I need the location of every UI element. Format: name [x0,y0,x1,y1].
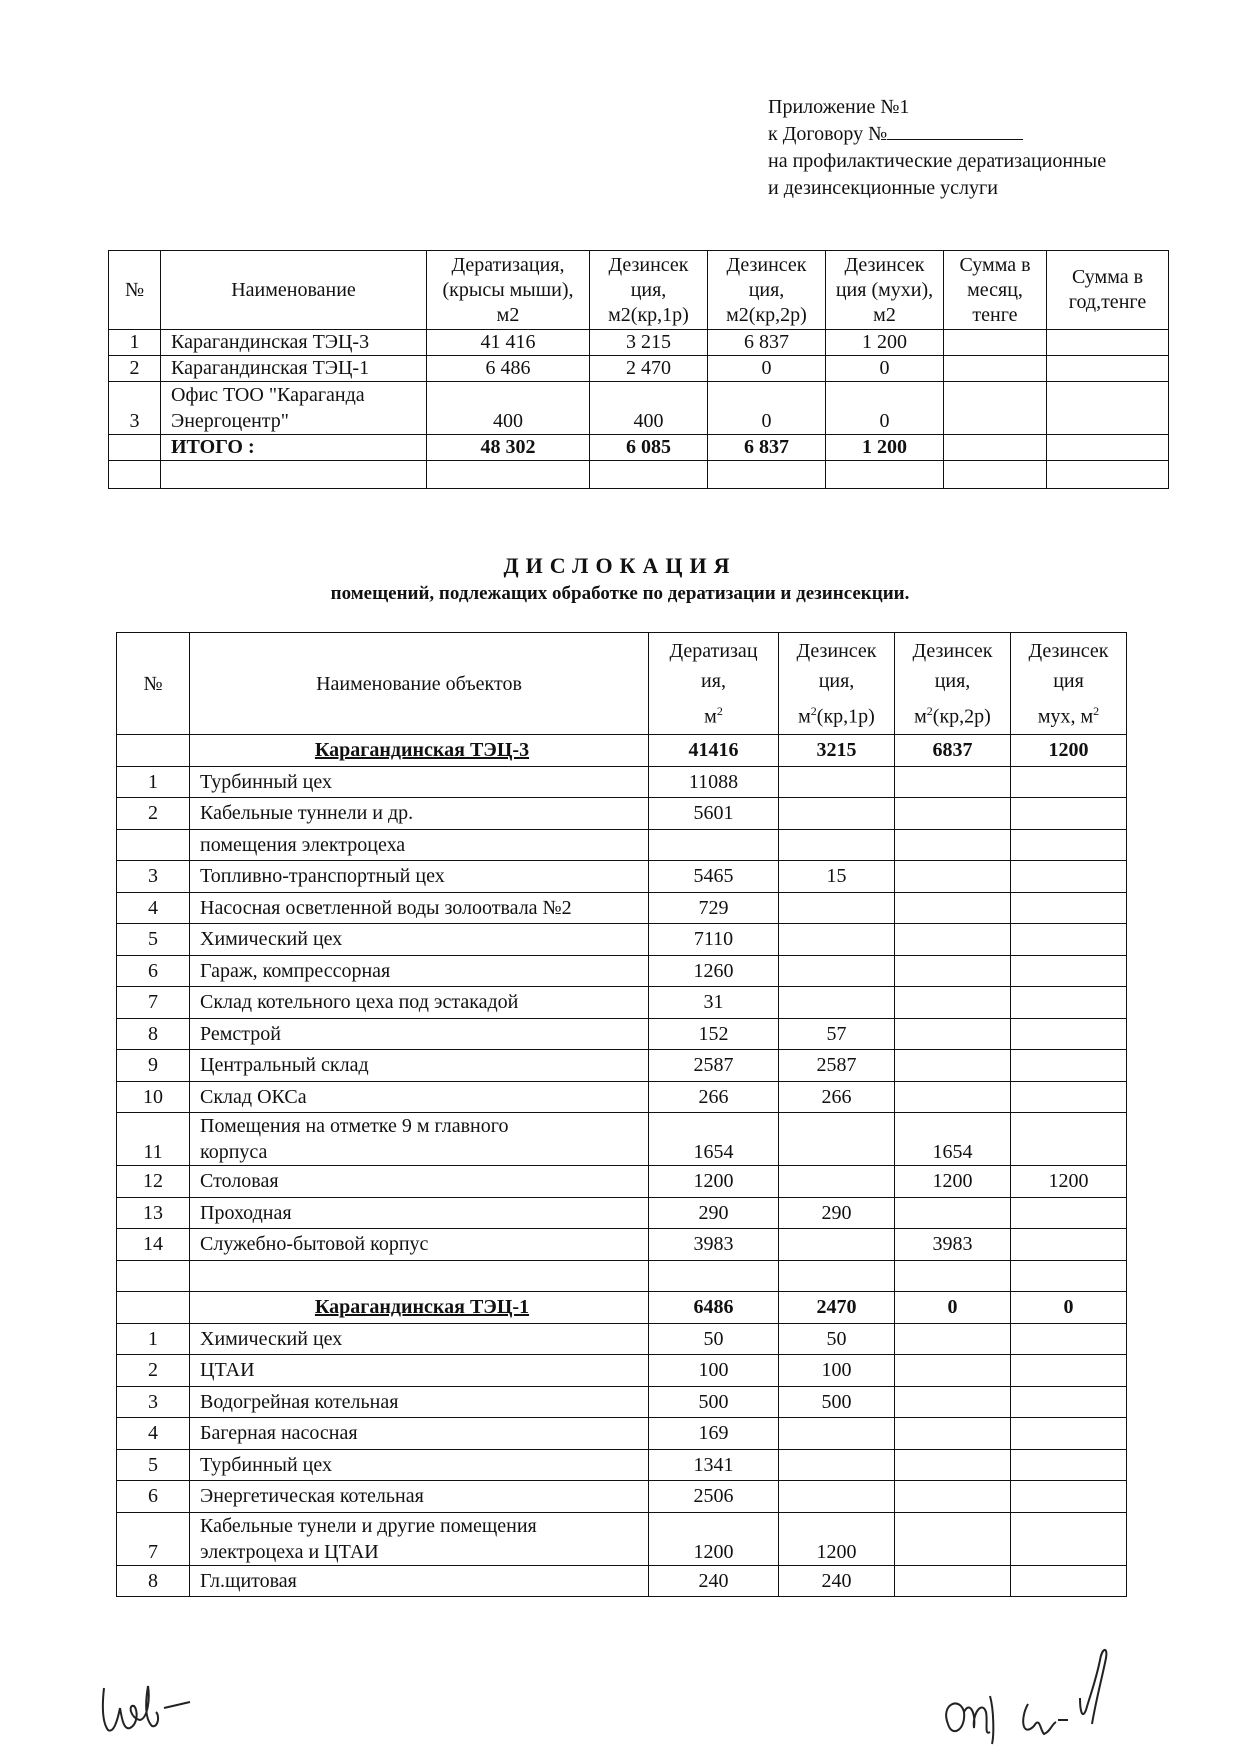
header-line: ия, [701,669,726,692]
cell: 1200 [649,1166,779,1198]
cell: Гараж, компрессорная [190,955,649,987]
cell: 1 [117,1323,190,1355]
cell [1011,1081,1127,1113]
cell: 729 [649,892,779,924]
table-row [117,1565,1127,1597]
cell: 1654 [895,1113,1011,1166]
cell [1011,1512,1127,1565]
cell [1011,1355,1127,1387]
cell: Карагандинская ТЭЦ-1 [161,356,427,382]
cell [895,766,1011,798]
cell [895,1449,1011,1481]
cell [895,1512,1011,1565]
cell: 13 [117,1197,190,1229]
col-header: Сумма в месяц, тенге [944,251,1047,330]
cell: Турбинный цех [190,766,649,798]
cell-line: Офис ТОО "Караганда [171,384,365,406]
cell [1011,1449,1127,1481]
table-row [117,1050,1127,1082]
cell: 1341 [649,1449,779,1481]
cell [895,1018,1011,1050]
table-row [117,1166,1127,1198]
cell [779,766,895,798]
cell: Багерная насосная [190,1418,649,1450]
table-row [117,955,1127,987]
cell [117,829,190,861]
summary-table [108,250,1169,489]
table-row [117,766,1127,798]
group-name: Карагандинская ТЭЦ-1 [190,1292,649,1324]
cell [895,798,1011,830]
cell [944,356,1047,382]
table-row [117,1481,1127,1513]
cell: Проходная [190,1197,649,1229]
cell: 266 [779,1081,895,1113]
cell: 57 [779,1018,895,1050]
cell [1011,798,1127,830]
cell [779,892,895,924]
unit: мух, м [1037,705,1094,728]
unit: м [914,705,927,728]
cell [895,1081,1011,1113]
col-header [649,633,779,735]
cell: 3215 [779,735,895,767]
cell: 2 [109,356,161,382]
cell [895,1565,1011,1597]
cell [190,1260,649,1292]
cell: 1 [117,766,190,798]
cell: Насосная осветленной воды золоотвала №2 [190,892,649,924]
cell: 266 [649,1081,779,1113]
table-row [117,798,1127,830]
cell [779,829,895,861]
cell: 400 [590,382,708,435]
cell: 7110 [649,924,779,956]
cell: Гл.щитовая [190,1565,649,1597]
cell: 3 [117,861,190,893]
cell: 11 [117,1113,190,1166]
col-header: № [117,633,190,735]
unit-tail: (кр,1р) [816,705,875,728]
table-row [117,861,1127,893]
cell: 7 [117,1512,190,1565]
cell [779,1166,895,1198]
header-line [783,696,890,732]
cell [1011,987,1127,1019]
cell [1011,1229,1127,1261]
table-row [117,924,1127,956]
cell [1047,435,1169,461]
cell [895,892,1011,924]
cell: Склад ОКСа [190,1081,649,1113]
cell: ЦТАИ [190,1355,649,1387]
empty-row [117,1260,1127,1292]
dislocation-header-row [117,633,1127,735]
signature-left [98,1678,208,1740]
cell: 4 [117,1418,190,1450]
cell [779,1418,895,1450]
table-row [117,1081,1127,1113]
cell: 9 [117,1050,190,1082]
dislocation-table [116,632,1127,1597]
cell [895,924,1011,956]
cell [895,1197,1011,1229]
cell: 169 [649,1418,779,1450]
cell [1011,892,1127,924]
cell: 1200 [1011,1166,1127,1198]
group-row [117,735,1127,767]
total-row [109,435,1169,461]
empty-row [109,461,1169,489]
cell: Склад котельного цеха под эстакадой [190,987,649,1019]
cell [895,1481,1011,1513]
col-header: Дезинсек ция, м2(кр,2р) [708,251,826,330]
cell [895,955,1011,987]
cell: 1654 [649,1113,779,1166]
header-line: Дезинсек [912,639,993,662]
cell [117,735,190,767]
cell: 290 [779,1197,895,1229]
cell [117,1292,190,1324]
cell [1011,1197,1127,1229]
cell: 500 [779,1386,895,1418]
col-header: Сумма в год,тенге [1047,251,1169,330]
cell: 0 [708,382,826,435]
cell: 5465 [649,861,779,893]
cell [944,382,1047,435]
cell: Карагандинская ТЭЦ-3 [161,330,427,356]
header-line: Дезинсек [1028,639,1109,662]
cell [1011,1018,1127,1050]
document-subtitle: помещений, подлежащих обработке по дератизации и дезинсекции. [330,583,910,604]
cell: Турбинный цех [190,1449,649,1481]
unit-sup: 2 [1093,703,1100,718]
cell: 3983 [649,1229,779,1261]
cell: 5 [117,924,190,956]
cell: Химический цех [190,924,649,956]
cell [1011,829,1127,861]
cell-line: Энергоцентр" [171,410,289,432]
table-row [117,1018,1127,1050]
cell-line: Помещения на отметке 9 м главного [200,1115,509,1137]
cell: 6 [117,955,190,987]
cell: 12 [117,1166,190,1198]
col-header: Дезинсек ция (мухи), м2 [826,251,944,330]
cell-line: Кабельные тунели и другие помещения [200,1514,537,1537]
cell: 240 [779,1565,895,1597]
cell: 5 [117,1449,190,1481]
cell: 0 [826,382,944,435]
cell [109,435,161,461]
cell [1011,1260,1127,1292]
cell: 6486 [649,1292,779,1324]
cell: 290 [649,1197,779,1229]
cell: 1260 [649,955,779,987]
header-line: Дератизац [669,639,758,662]
cell: 15 [779,861,895,893]
col-header: Дезинсек ция, м2(кр,1р) [590,251,708,330]
cell [944,435,1047,461]
cell: 0 [708,356,826,382]
cell: 2470 [779,1292,895,1324]
unit-sup: 2 [810,703,817,718]
col-header: Наименование объектов [190,633,649,735]
appendix-line4: и дезинсекционные услуги [768,177,998,199]
cell [117,1260,190,1292]
cell: Центральный склад [190,1050,649,1082]
dislocation-body [117,735,1127,1597]
cell [649,829,779,861]
contract-number-blank [887,121,1023,140]
cell: 11088 [649,766,779,798]
cell: 152 [649,1018,779,1050]
cell: 240 [649,1565,779,1597]
total-label: ИТОГО : [161,435,427,461]
cell [895,829,1011,861]
document-title: ДИСЛОКАЦИЯ [503,553,737,578]
cell [1047,382,1169,435]
cell [779,1481,895,1513]
cell: 2587 [779,1050,895,1082]
cell [779,987,895,1019]
cell: 41416 [649,735,779,767]
cell [1011,955,1127,987]
cell [895,1386,1011,1418]
cell [895,1050,1011,1082]
cell: 50 [779,1323,895,1355]
cell: 100 [779,1355,895,1387]
cell: Водогрейная котельная [190,1386,649,1418]
cell: 400 [427,382,590,435]
cell: 3 [117,1386,190,1418]
cell: Топливно-транспортный цех [190,861,649,893]
cell: Химический цех [190,1323,649,1355]
cell: 6 [117,1481,190,1513]
unit: м [704,705,717,728]
table-row [117,1229,1127,1261]
table-row [109,382,1169,435]
cell [944,330,1047,356]
cell [895,861,1011,893]
header-line [653,696,774,732]
cell-line: корпуса [200,1141,268,1163]
cell: 50 [649,1323,779,1355]
unit-sup: 2 [926,703,933,718]
cell: 48 302 [427,435,590,461]
cell [1011,766,1127,798]
cell [779,1260,895,1292]
cell: 1 [109,330,161,356]
table-row [117,1197,1127,1229]
summary-header-row [109,251,1169,330]
cell: 1200 [779,1512,895,1565]
cell [779,955,895,987]
cell: 7 [117,987,190,1019]
table-row [109,330,1169,356]
cell: 41 416 [427,330,590,356]
cell [1011,1418,1127,1450]
header-line: ция [1053,669,1084,692]
table-row [117,1323,1127,1355]
cell: 0 [1011,1292,1127,1324]
col-header: Дератизация, (крысы мыши), м2 [427,251,590,330]
contract-ref-label: к Договору № [768,123,888,145]
table-row [117,1386,1127,1418]
cell [779,1449,895,1481]
table-row [117,1355,1127,1387]
cell: 6 486 [427,356,590,382]
cell [190,1113,649,1166]
group-name: Карагандинская ТЭЦ-3 [190,735,649,767]
signature-right [930,1640,1160,1748]
col-header [1011,633,1127,735]
table-row [117,1449,1127,1481]
cell [1011,924,1127,956]
table-row [117,1113,1127,1166]
cell: 10 [117,1081,190,1113]
col-header [895,633,1011,735]
header-line: ция, [818,669,855,692]
cell [895,1323,1011,1355]
cell [895,1418,1011,1450]
cell: 6837 [895,735,1011,767]
cell [649,1260,779,1292]
group-row [117,1292,1127,1324]
cell: 2587 [649,1050,779,1082]
cell: 6 837 [708,435,826,461]
cell: 1 200 [826,435,944,461]
table-row [117,829,1127,861]
header-line: ция, [934,669,971,692]
table-row [109,356,1169,382]
cell [1047,330,1169,356]
cell [895,1355,1011,1387]
cell: 100 [649,1355,779,1387]
cell: Служебно-бытовой корпус [190,1229,649,1261]
cell: помещения электроцеха [190,829,649,861]
cell: 2 [117,1355,190,1387]
cell: 1200 [895,1166,1011,1198]
cell: 8 [117,1565,190,1597]
cell [895,1260,1011,1292]
cell [1011,1386,1127,1418]
unit-tail: (кр,2р) [932,705,991,728]
appendix-line3: на профилактические дератизационные [768,150,1107,172]
cell: 1 200 [826,330,944,356]
cell [1011,861,1127,893]
cell: 31 [649,987,779,1019]
cell: 4 [117,892,190,924]
col-header: Наименование [161,251,427,330]
cell: 1200 [649,1512,779,1565]
cell [779,1113,895,1166]
cell: 3983 [895,1229,1011,1261]
cell: 6 085 [590,435,708,461]
cell: Столовая [190,1166,649,1198]
table-row [117,1512,1127,1565]
cell [779,798,895,830]
cell: Энергетическая котельная [190,1481,649,1513]
cell [1011,1323,1127,1355]
table-row [117,892,1127,924]
cell [1011,1565,1127,1597]
appendix-title: Приложение №1 [768,96,910,118]
table-row [117,987,1127,1019]
cell: 5601 [649,798,779,830]
header-line [1015,696,1122,732]
cell [1011,1481,1127,1513]
cell: Кабельные туннели и др. [190,798,649,830]
unit: м [798,705,811,728]
cell [1047,356,1169,382]
cell: 14 [117,1229,190,1261]
cell: 2 470 [590,356,708,382]
cell [1011,1113,1127,1166]
col-header: № [109,251,161,330]
header-line [899,696,1006,732]
cell: 3 [109,382,161,435]
cell: 2 [117,798,190,830]
cell: 0 [826,356,944,382]
cell: 0 [895,1292,1011,1324]
cell [779,924,895,956]
cell [190,1512,649,1565]
cell [161,382,427,435]
cell [779,1229,895,1261]
cell [1011,1050,1127,1082]
cell: Ремстрой [190,1018,649,1050]
cell: 8 [117,1018,190,1050]
contract-ref [768,121,1198,148]
cell: 1200 [1011,735,1127,767]
cell [895,987,1011,1019]
appendix-header [768,94,1198,202]
table-row [117,1418,1127,1450]
header-line: Дезинсек [796,639,877,662]
cell: 6 837 [708,330,826,356]
cell: 2506 [649,1481,779,1513]
unit-sup: 2 [716,703,723,718]
cell: 500 [649,1386,779,1418]
cell: 3 215 [590,330,708,356]
col-header [779,633,895,735]
cell-line: электроцеха и ЦТАИ [200,1540,379,1563]
